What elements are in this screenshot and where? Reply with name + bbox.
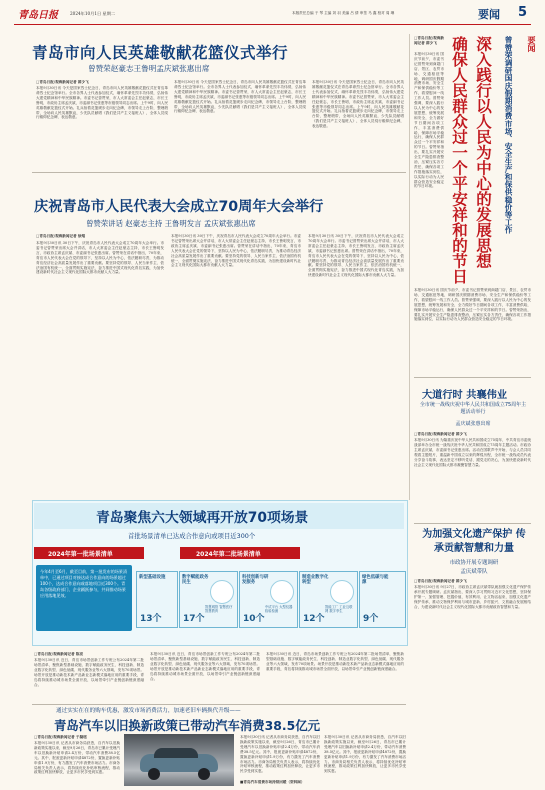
- article5-col1: 本报9月30日讯 近日，青岛市场景创新工作专班公布2024年第二批场景清单，聚焦新型基础设施、数字赋能政务民生、科技创新、制造业数字化转型、绿色低碳、现代服务业等六大领域，发布70项场景。场景开放是推动新技术新产品新业态新模式落地应用的重要手段，青岛将持续推动城市场景全面开放，以场景牵引产业链创新链深度融合。: [34, 658, 144, 687]
- article7-title: 青岛汽车以旧换新政策已带动汽车消费38.5亿元: [54, 718, 320, 733]
- tile-label: 数字赋能政务民生: [182, 575, 209, 585]
- tile-count: 9个: [363, 614, 379, 624]
- article1-byline: □青岛日报/观海新闻记者 薛少飞: [36, 80, 89, 84]
- article4-title: 大道行时 共襄伟业: [422, 390, 508, 401]
- masthead: [0, 0, 545, 27]
- article6-body: 本报9月30日讯 9月27日，市政协主席孟庆斌带队就加强文化遗产保护传承开展专题调研。孟庆斌指出，要深入学习贯彻习近平文化思想，坚持保护第一、加强管理、挖掘价值、有效利用、让文物活起来，加强文化遗产保护传承，推动文物保护利用与城市更新、乡村振兴、文旅融合发展相结合，为建设新时代社会主义现代化国际大都市贡献政协智慧和力量。: [414, 585, 531, 609]
- banner-first-batch: [34, 547, 144, 559]
- article1-subtitle: 曾赞荣赵豪志王鲁明孟庆斌张惠出席: [88, 64, 210, 73]
- divider: [32, 704, 406, 705]
- tile-label: 科技创新与研发服务: [242, 575, 269, 585]
- article1-col1: 本报9月30日讯 今天是国家烈士纪念日，青岛市向人民英雄敬献花篮仪式在青岛革命烈士纪念馆举行。全市各界人士代表参加仪式，缅怀革命先烈丰功伟绩，弘扬伟大建党精神和中华民族精神。市委书记曾赞荣，市人大常委会主任赵豪志，市长王鲁明，市政协主席孟庆斌，市委副书记张惠等市级领导同志出席。上午9时，向人民英雄敬献花篮仪式开始。礼兵抬着花篮缓步走向纪念碑，市领导走上台阶，整理缎带，全场向人民英雄默哀，少先队员献唱《我们是共产主义接班人》，全体人员绕行瞻仰纪念碑，表达敬意。: [36, 86, 168, 120]
- article7-kicker: 通过实实在在的购车优惠，激发市场消费活力，加速老旧车辆换代升级——: [56, 708, 241, 714]
- article3-deck: 曾赞荣调研国庆假期消费市场、安全生产和保供稳价等工作: [504, 36, 513, 234]
- article5-col2: 本报9月30日讯 近日，青岛市场景创新工作专班公布2024年第二批场景清单，聚焦新型基础设施、数字赋能政务民生、科技创新、制造业数字化转型、绿色低碳、现代服务业等六大领域，发布70项场景。场景开放是推动新技术新产品新业态新模式落地应用的重要手段，青岛将持续推动城市场景全面开放，以场景牵引产业链创新链深度融合。: [150, 652, 260, 681]
- car-wheel: [148, 768, 160, 780]
- article3-col-wide: 本报9月30日讯 国庆节前夕，市委书记曾赞荣到商超门店、景区、农贸市场、交通枢纽等地，调研国庆假期消费市场、安全生产和保供稳价等工作，看望慰问一线工作人员。曾赞荣强调，要深入践行以人民为中心的发展思想，统筹发展和安全，全力做好节日期间各项工作，丰富消费供给，保障市场平稳运行，确保人民群众过一个平安祥和的节日。曾赞荣指出，要扎实开展安全生产隐患排查整治，压紧压实各方责任，确保各项工作措施落实到位，以实际行动为人民群众营造安全稳定的节日环境。: [414, 288, 531, 322]
- divider: [32, 172, 406, 173]
- article3-kicker: 要闻: [527, 36, 536, 52]
- tile-count: 13个: [140, 614, 162, 624]
- article5-col3: 本报9月30日讯 近日，青岛市场景创新工作专班公布2024年第二批场景清单，聚焦新型基础设施、数字赋能政务民生、科技创新、制造业数字化转型、绿色低碳、现代服务业等六大领域，发布70项场景。场景开放是推动新技术新产品新业态新模式落地应用的重要手段，青岛将持续推动城市场景全面开放，以场景牵引产业链创新链深度融合。: [266, 652, 404, 671]
- article3-title-line2: 确保人民群众过一个平安祥和的节日: [450, 36, 468, 284]
- tile-items: 智慧城管 智慧医疗 智慧教育: [205, 605, 233, 614]
- tile-items: 智能工厂 工业互联网 数字孪生: [325, 605, 353, 614]
- tile-items: 中试平台 大型仪器 检验检测: [265, 605, 293, 614]
- section-name: 要闻: [478, 8, 500, 21]
- article6-byline: □青岛日报/观海新闻记者 薛少飞: [414, 579, 467, 583]
- banner-first-batch-label: 2024年第一批场景清单: [48, 551, 113, 558]
- article6-names: 孟庆斌带队: [460, 569, 488, 575]
- article1-title: 青岛市向人民英雄敬献花篮仪式举行: [32, 44, 289, 62]
- banner-second-batch-label: 2024年第二批场景清单: [196, 551, 261, 558]
- article2-byline: □青岛日报/观海新闻记者 徐翔: [36, 234, 86, 238]
- car-photo: [124, 734, 234, 786]
- article4-names: 孟庆斌张惠出席: [455, 421, 491, 427]
- page-number: 5: [518, 5, 528, 20]
- article3-byline: □青岛日报/观海新闻记者 薛少飞: [414, 36, 444, 45]
- tile-label: 制造业数字化转型: [302, 575, 329, 585]
- tile-count: 17个: [183, 614, 205, 624]
- tile-count: 10个: [243, 614, 265, 624]
- tile-illustration: [210, 580, 234, 604]
- divider: [414, 523, 531, 524]
- tile-label: 新型基础设施: [139, 575, 166, 580]
- article4-body: 本报9月30日讯 为隆重庆祝中华人民共和国成立75周年，中共青岛市委统战部举办全市统一战线庆祝中华人民共和国成立75周年主题活动。市政协主席孟庆斌，市委副书记张惠出席。活动在国歌声中开始，与会人员共同观看主题短片，重温新中国成立以来的辉煌历程，全市统一战线成员代表分享奋斗故事，表达坚定不移听党话、跟党走的决心，为加快建设新时代社会主义现代化国际大都市凝聚智慧力量。: [414, 438, 531, 467]
- scene-tile: [136, 571, 178, 628]
- scene-tile: [239, 571, 298, 628]
- tile-label: 绿色低碳与能源: [362, 575, 389, 585]
- article1-col2: 本报9月30日讯 今天是国家烈士纪念日，青岛市向人民英雄敬献花篮仪式在青岛革命烈士纪念馆举行。全市各界人士代表参加仪式，缅怀革命先烈丰功伟绩，弘扬伟大建党精神和中华民族精神。市委书记曾赞荣，市人大常委会主任赵豪志，市长王鲁明，市政协主席孟庆斌，市委副书记张惠等市级领导同志出席。上午9时，向人民英雄敬献花篮仪式开始。礼兵抬着花篮缓步走向纪念碑，市领导走上台阶，整理缎带，全场向人民英雄默哀，少先队员献唱《我们是共产主义接班人》，全体人员绕行瞻仰纪念碑，表达敬意。: [174, 80, 306, 114]
- article4-subtitle: 全市统一战线庆祝中华人民共和国成立75周年主题活动举行: [419, 402, 527, 415]
- masthead-date: 2024年10月1日 星期二: [70, 11, 116, 16]
- article6-title: 为加强文化遗产保护 传承贡献智慧和力量: [422, 529, 526, 554]
- article5-byline: □青岛日报/观海新闻记者 陈亮: [34, 652, 84, 656]
- article2-subtitle: 曾赞荣讲话 赵豪志主持 王鲁明发言 孟庆斌张惠出席: [86, 219, 256, 228]
- masthead-editors: 本版责任总编 于 琴 主编 刘 羽 美编 吕 倩 审签 马 鑫 校对 周 琳: [292, 11, 395, 15]
- article5-title: 青岛聚焦六大领域再开放70项场景: [96, 510, 309, 526]
- article7-col2: 本报9月30日讯 记者从市商务局获悉，自汽车以旧换新政策实施以来，截至9月26日，青岛市已累计受理汽车以旧换新补贴申请2.4万份，带动汽车消费38.5亿元。其中，报废更新补贴申请4872份，置换更新补贴申请1.9万份，有力激发了汽车消费市场活力。市商务局相关负责人表示，将持续优化补贴审核流程，推动政策红利加快释放，让更多市民享受到实惠。: [240, 735, 320, 774]
- summary-text: 今年4月至6月，截至目前，第一批发布的场景清单中，已通过项目对接达成合作意向的场景超过100个，达成合作意向或落地项目近300个。青岛各级政府部门、企业踊跃参与，共同推动场景应用落地见效。: [40, 569, 128, 598]
- article7-col1: 本报9月30日讯 记者从市商务局获悉，自汽车以旧换新政策实施以来，截至9月26日，青岛市已累计受理汽车以旧换新补贴申请2.4万份，带动汽车消费38.5亿元。其中，报废更新补贴申请4872份，置换更新补贴申请1.9万份，有力激发了汽车消费市场活力。市商务局相关负责人表示，将持续优化补贴审核流程，推动政策红利加快释放，让更多市民享受到实惠。: [34, 741, 120, 775]
- article7-byline: □青岛日报/观海新闻记者 于凝瑶: [34, 735, 87, 739]
- tile-count: 12个: [303, 614, 325, 624]
- article2-col3: 本报9月30日讯 30日下午，庆祝青岛市人民代表大会成立70周年大会举行。市委书记曾赞荣出席大会并讲话，市人大常委会主任赵豪志主持，市长王鲁明发言，市政协主席孟庆斌、市委副书记张惠出席。曾赞荣在讲话中指出，70年来，青岛市人民代表大会在党的领导下，坚持以人民为中心，依法履职尽责，为推动青岛经济社会高质量发展作出了重要贡献。要坚持党的领导、人民当家作主、依法治国有机统一，全面贯彻实施宪法，奋力推进中国式现代化青岛实践，为加快建设新时代社会主义现代化国际大都市贡献人大力量。: [308, 234, 404, 278]
- article2-col1: 本报9月30日讯 30日下午，庆祝青岛市人民代表大会成立70周年大会举行。市委书记曾赞荣出席大会并讲话，市人大常委会主任赵豪志主持，市长王鲁明发言，市政协主席孟庆斌、市委副书记张惠出席。曾赞荣在讲话中指出，70年来，青岛市人民代表大会在党的领导下，坚持以人民为中心，依法履职尽责，为推动青岛经济社会高质量发展作出了重要贡献。要坚持党的领导、人民当家作主、依法治国有机统一，全面贯彻实施宪法，奋力推进中国式现代化青岛实践，为加快建设新时代社会主义现代化国际大都市贡献人大力量。: [36, 241, 164, 275]
- photo-caption: ■青岛汽车消费市场持续回暖（资料图）: [240, 780, 305, 784]
- article2-col2: 本报9月30日讯 30日下午，庆祝青岛市人民代表大会成立70周年大会举行。市委书记曾赞荣出席大会并讲话，市人大常委会主任赵豪志主持，市长王鲁明发言，市政协主席孟庆斌、市委副书记张惠出席。曾赞荣在讲话中指出，70年来，青岛市人民代表大会在党的领导下，坚持以人民为中心，依法履职尽责，为推动青岛经济社会高质量发展作出了重要贡献。要坚持党的领导、人民当家作主、依法治国有机统一，全面贯彻实施宪法，奋力推进中国式现代化青岛实践，为加快建设新时代社会主义现代化国际大都市贡献人大力量。: [171, 234, 301, 268]
- article5-subtitle: 首批场景清单已达成合作意向或项目近300个: [128, 532, 256, 540]
- tile-illustration: [270, 580, 294, 604]
- article3-title-line1: 深入践行以人民为中心的发展思想: [474, 36, 492, 269]
- scene-tile: [179, 571, 238, 628]
- article2-title: 庆祝青岛市人民代表大会成立70周年大会举行: [34, 199, 324, 215]
- tile-illustration: [330, 580, 354, 604]
- scene-tile: [359, 571, 406, 628]
- scene-tile: [299, 571, 358, 628]
- article3-col-narrow: 本报9月30日讯 国庆节前夕，市委书记曾赞荣到商超门店、景区、农贸市场、交通枢纽等地，调研国庆假期消费市场、安全生产和保供稳价等工作，看望慰问一线工作人员。曾赞荣强调，要深入践行以人民为中心的发展思想，统筹发展和安全，全力做好节日期间各项工作，丰富消费供给，保障市场平稳运行，确保人民群众过一个平安祥和的节日。曾赞荣指出，要扎实开展安全生产隐患排查整治，压紧压实各方责任，确保各项工作措施落实到位，以实际行动为人民群众营造安全稳定的节日环境。: [414, 52, 444, 189]
- banner-second-batch: [180, 547, 300, 559]
- car-wheel: [198, 768, 210, 780]
- car-window: [154, 748, 198, 758]
- article4-byline: □青岛日报/观海新闻记者 薛少飞: [414, 432, 467, 436]
- article1-col3: 本报9月30日讯 今天是国家烈士纪念日，青岛市向人民英雄敬献花篮仪式在青岛革命烈士纪念馆举行。全市各界人士代表参加仪式，缅怀革命先烈丰功伟绩，弘扬伟大建党精神和中华民族精神。市委书记曾赞荣，市人大常委会主任赵豪志，市长王鲁明，市政协主席孟庆斌，市委副书记张惠等市级领导同志出席。上午9时，向人民英雄敬献花篮仪式开始。礼兵抬着花篮缓步走向纪念碑，市领导走上台阶，整理缎带，全场向人民英雄默哀，少先队员献唱《我们是共产主义接班人》，全体人员绕行瞻仰纪念碑，表达敬意。: [312, 80, 404, 129]
- masthead-divider: [14, 24, 531, 25]
- article6-subtitle: 市政协开展专题调研: [449, 560, 499, 566]
- article7-col3: 本报9月30日讯 记者从市商务局获悉，自汽车以旧换新政策实施以来，截至9月26日，青岛市已累计受理汽车以旧换新补贴申请2.4万份，带动汽车消费38.5亿元。其中，报废更新补贴申请4872份，置换更新补贴申请1.9万份，有力激发了汽车消费市场活力。市商务局相关负责人表示，将持续优化补贴审核流程，推动政策红利加快释放，让更多市民享受到实惠。: [324, 735, 406, 774]
- masthead-logo: 青岛日报: [18, 10, 58, 21]
- divider: [409, 34, 410, 500]
- divider: [414, 377, 531, 378]
